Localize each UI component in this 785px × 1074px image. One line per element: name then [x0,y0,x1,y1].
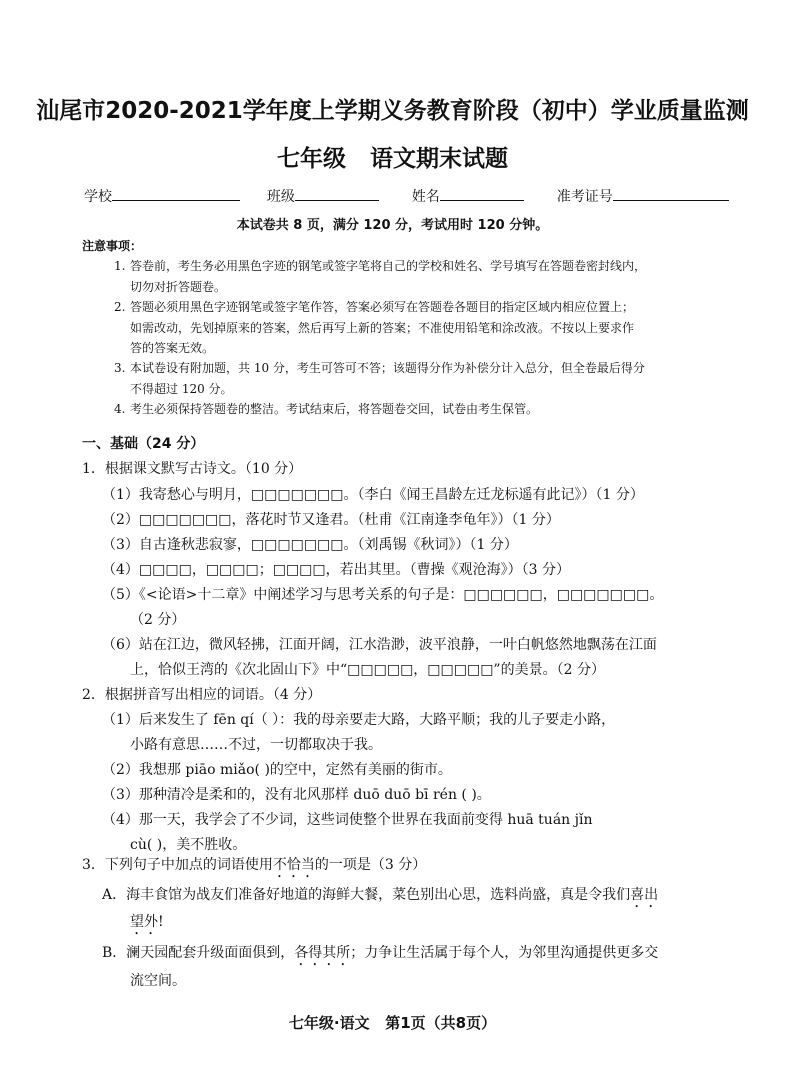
notice-line: 答的答案无效。 [130,341,215,355]
q2-item-2: （2）我想那 piāo miǎo( )的空中，定然有美丽的街市。 [102,762,452,778]
q3-option-a[interactable] [102,884,658,911]
q3-option-b-cont: 流空间。 [130,973,186,989]
exam-note: 本试卷共 8 页，满分 120 分，考试用时 120 分钟。 [236,218,549,233]
question-2-stem: 2．根据拼音写出相应的词语。（4 分） [82,687,322,703]
q3-stem-emphasis: 不恰当 [272,857,315,873]
notice-line: 本试卷设有附加题，共 10 分，考生可答可不答；该题得分作为补偿分计入总分，但全卷最后得分 [130,361,645,375]
name-blank[interactable] [440,186,524,201]
q3-option-b[interactable] [102,942,658,969]
q2-item-4: （4）那一天，我学会了不少词，这些词使整个世界在我面前变得 huā tuán jǐn [102,812,593,828]
q2-item-3: （3）那种清冷是柔和的，没有北风那样 duō duō bī rén ( )。 [102,787,491,803]
q3-stem-text: 的一项是（3 分） [314,857,427,873]
notice-num: 3. [114,361,126,375]
q3-stem-text: 3．下列句子中加点的词语使用 [82,857,273,873]
notice-item-2 [114,297,710,359]
option-emphasis: 各得其所 [294,945,351,961]
notice-line: 不得超过 120 分。 [130,381,233,396]
section-title: 一、基础（24 分） [82,436,205,452]
q1-item-5: （5）《<论语>十二章》中阐述学习与思考关系的句子是：□□□□□□，□□□□□□□。 [102,587,664,603]
notice-num: 2. [114,300,126,314]
q2-item-1-cont: 小路有意思……不过，一切都取决于我。 [130,737,382,753]
exam-title: 汕尾市2020-2021学年度上学期义务教育阶段（初中）学业质量监测 [36,98,749,124]
notice-line: 如需改动，先划掉原来的答案，然后再写上新的答案；不准使用铅笔和涂改液。不按以上要求作 [130,320,635,335]
q1-item-6: （6）站在江边，微风轻拂，江面开阔，江水浩渺，波平浪静，一叶白帆悠然地飘荡在江面 [102,637,657,653]
notice-line: 切勿对折答题卷。 [130,279,227,294]
notice-title: 注意事项： [82,239,143,253]
q1-item-6-cont: 上，恰似王湾的《次北固山下》中“□□□□□，□□□□□”的美景。（2 分） [130,662,605,678]
name-label: 姓名 [411,189,440,205]
option-text: A．海丰食馆为战友们准备好地道的海鲜大餐，菜色别出心思，选料尚盛，真是令我们 [102,887,631,903]
q3-option-a-cont [130,911,164,938]
notice-item-3 [114,358,710,399]
q1-item-2: （2）□□□□□□□，落花时节又逢君。（杜甫《江南逢李龟年》）（1 分） [102,512,560,528]
class-label: 班级 [266,189,295,205]
q2-item-1: （1）后来发生了 fēn qí（ ）：我的母亲要走大路，大路平顺；我的儿子要走小路， [102,712,616,728]
q2-item-4-cont: cù( )，美不胜收。 [130,837,247,853]
q1-item-3: （3）自古逢秋悲寂寥，□□□□□□□。（刘禹锡《秋词》）（1 分） [102,537,518,553]
school-label: 学校 [84,189,112,205]
exam-no-blank[interactable] [613,186,729,201]
option-emphasis: 喜出 [630,887,659,903]
notice-item-4 [114,399,710,420]
question-1-stem: 1．根据课文默写古诗文。（10 分） [82,461,303,477]
school-blank[interactable] [112,186,240,201]
q1-item-4: （4）□□□□，□□□□；□□□□，若出其里。（曹操《观沧海》）（3 分） [102,562,570,578]
page-footer: 七年级·语文 第1页（共8页） [288,1014,497,1032]
q1-item-5-cont: （2 分） [130,612,186,628]
notice-item-1 [114,256,710,297]
class-blank[interactable] [295,186,379,201]
notice-line: 考生必须保持答题卷的整洁。考试结束后，将答题卷交回，试卷由考生保管。 [130,402,539,416]
notice-num: 4. [114,402,126,416]
option-text: B．澜天园配套升级面面俱到， [102,945,295,961]
student-info-row [84,186,724,206]
option-text: ! [158,914,164,930]
exam-no-label: 准考证号 [556,189,613,205]
exam-subtitle: 七年级 语文期末试题 [276,146,509,172]
notice-num: 1. [114,259,126,273]
question-3-stem [82,854,426,881]
notice-line: 答卷前，考生务必用黑色字迹的钢笔或签字笔将自己的学校和姓名、学号填写在答题卷密封线内， [130,259,647,273]
notice-line: 答题必须用黑色字迹钢笔或签字笔作答，答案必须写在答题卷各题目的指定区域内相应位置上； [130,300,635,314]
option-emphasis: 望外 [130,914,158,930]
q1-item-1: （1）我寄愁心与明月，□□□□□□□。（李白《闻王昌龄左迁龙标遥有此记》）（1 分） [102,487,644,503]
option-text: ；力争让生活属于每个人，为邻里沟通提供更多交 [350,945,659,961]
